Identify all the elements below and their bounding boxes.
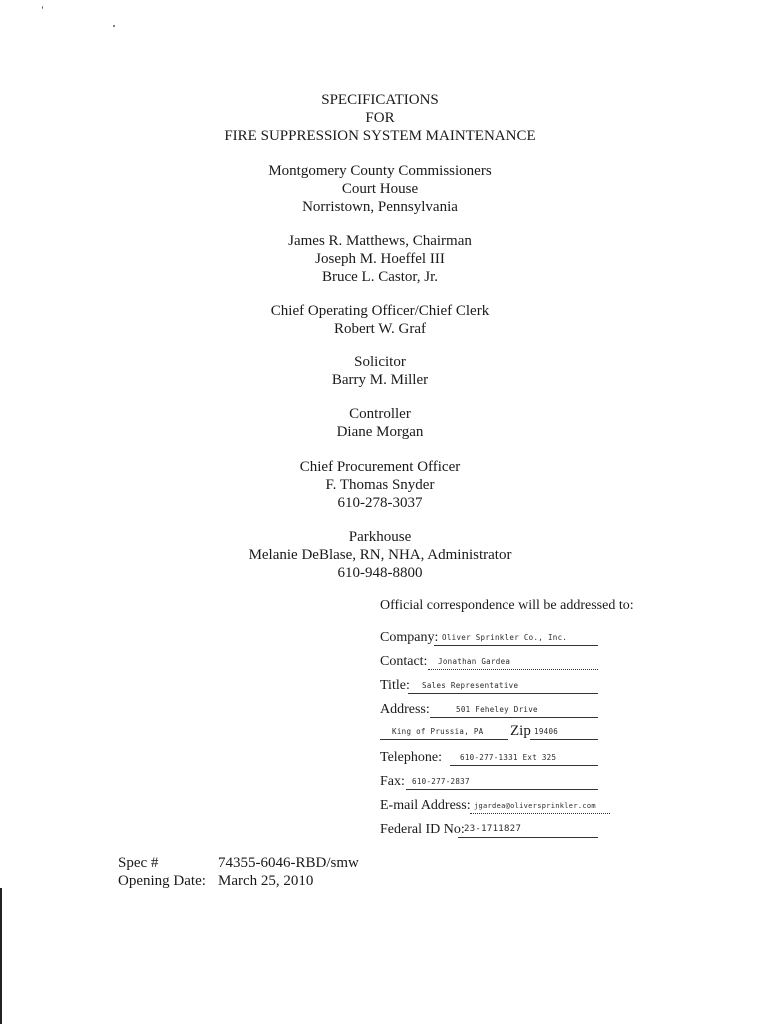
- title-row: [380, 676, 600, 696]
- solicitor-block: [0, 353, 760, 389]
- telephone-value: 610-277-1331 Ext 325: [460, 753, 557, 762]
- city-zip-row: [380, 722, 600, 742]
- solicitor-name: Barry M. Miller: [331, 372, 429, 388]
- address-label: Address:: [380, 702, 430, 717]
- coo-title: Chief Operating Officer/Chief Clerk: [270, 303, 490, 319]
- contact-value: Jonathan Gardea: [438, 657, 511, 666]
- email-value: jgardea@oliversprinkler.com: [474, 802, 596, 810]
- parkhouse-phone: 610-948-8800: [337, 565, 423, 581]
- federal-id-label: Federal ID No:: [380, 822, 465, 837]
- federal-id-value: 23-1711827: [464, 824, 522, 834]
- document-title: [0, 91, 760, 145]
- title-line-1: SPECIFICATIONS: [321, 92, 439, 108]
- controller-name: Diane Morgan: [336, 424, 424, 440]
- zip-label: Zip: [510, 723, 531, 739]
- fax-label: Fax:: [380, 774, 405, 789]
- coo-name: Robert W. Graf: [333, 321, 427, 337]
- fax-row: [380, 772, 600, 792]
- address-row: [380, 700, 600, 720]
- county-name: Montgomery County Commissioners: [268, 163, 492, 179]
- title-label: Title:: [380, 678, 410, 693]
- scan-edge-mark: [0, 888, 2, 1024]
- spec-number-label: Spec #: [118, 855, 159, 871]
- company-row: [380, 628, 600, 648]
- parkhouse-block: [0, 528, 760, 582]
- title-value: Sales Representative: [422, 681, 519, 690]
- opening-date-value: March 25, 2010: [218, 873, 314, 889]
- contact-label: Contact:: [380, 654, 428, 669]
- commissioner-name: Bruce L. Castor, Jr.: [321, 269, 439, 285]
- solicitor-title: Solicitor: [354, 354, 406, 370]
- county-block: [0, 162, 760, 216]
- telephone-row: [380, 748, 600, 768]
- procurement-block: [0, 458, 760, 512]
- address-value: 501 Feheley Drive: [456, 705, 538, 714]
- commissioners-block: [0, 232, 760, 286]
- company-value: Oliver Sprinkler Co., Inc.: [442, 633, 568, 642]
- county-location: Norristown, Pennsylvania: [302, 199, 458, 215]
- coo-block: [0, 302, 760, 338]
- title-line-2: FOR: [365, 110, 395, 126]
- email-row: [380, 796, 620, 816]
- procurement-name: F. Thomas Snyder: [325, 477, 435, 493]
- procurement-title: Chief Procurement Officer: [299, 459, 461, 475]
- form-intro: Official correspondence will be addressed to:: [380, 598, 634, 613]
- title-line-3: FIRE SUPPRESSION SYSTEM MAINTENANCE: [224, 128, 536, 144]
- parkhouse-name: Melanie DeBlase, RN, NHA, Administrator: [248, 547, 512, 563]
- county-building: Court House: [341, 181, 419, 197]
- spec-number-value: 74355-6046-RBD/smw: [218, 855, 359, 871]
- federal-id-row: [380, 820, 600, 840]
- contact-row: [380, 652, 600, 672]
- company-label: Company:: [380, 630, 439, 645]
- opening-date-label: Opening Date:: [118, 873, 206, 889]
- parkhouse-title: Parkhouse: [348, 529, 412, 545]
- email-label: E-mail Address:: [380, 798, 471, 813]
- zip-value: 19406: [534, 727, 559, 736]
- scan-speck: [42, 6, 43, 9]
- procurement-phone: 610-278-3037: [337, 495, 423, 511]
- commissioner-name: Joseph M. Hoeffel III: [315, 251, 445, 267]
- controller-title: Controller: [349, 406, 411, 422]
- controller-block: [0, 405, 760, 441]
- telephone-label: Telephone:: [380, 750, 442, 765]
- fax-value: 610-277-2837: [412, 777, 470, 786]
- commissioner-name: James R. Matthews, Chairman: [288, 233, 472, 249]
- scan-speck: [113, 25, 115, 27]
- city-value: King of Prussia, PA: [392, 727, 484, 736]
